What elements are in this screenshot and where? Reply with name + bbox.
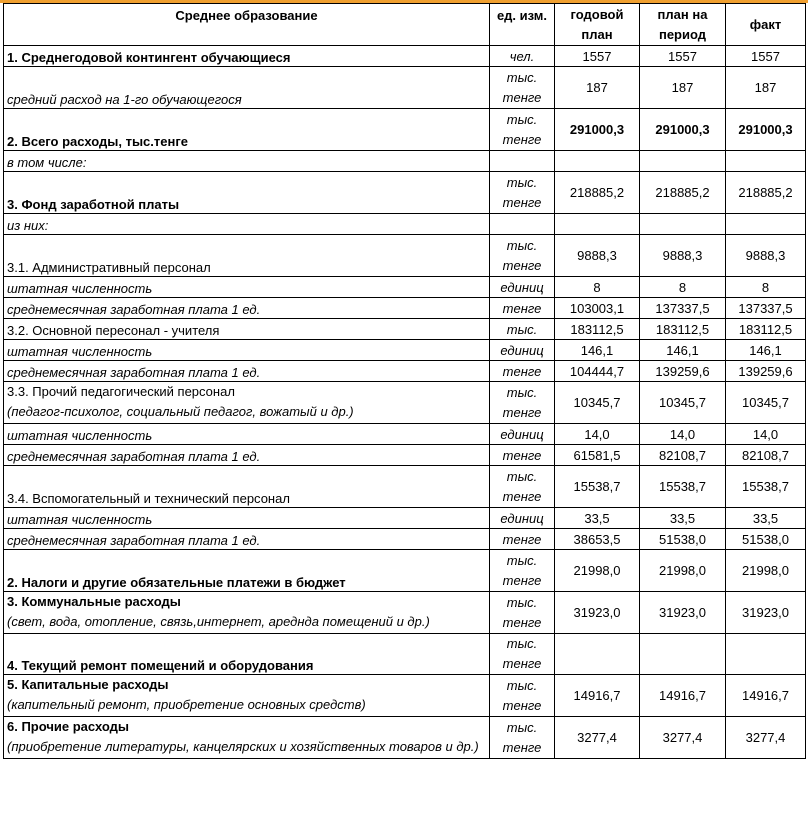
row-label: [4, 151, 490, 172]
value-fact: 10345,7: [726, 382, 806, 424]
value-period-plan: 21998,0: [640, 550, 726, 592]
table-row: [4, 445, 806, 466]
row-label-text: 4. Текущий ремонт помещений и оборудования: [7, 658, 314, 673]
row-label-text: 3. Фонд заработной платы: [7, 197, 180, 212]
row-label-text: 3.2. Основной пересонал - учителя: [7, 323, 220, 338]
row-unit: [490, 151, 555, 172]
row-label-text: штатная численность: [7, 344, 153, 359]
value-period-plan: 139259,6: [640, 361, 726, 382]
row-label-text: среднемесячная заработная плата 1 ед.: [7, 365, 261, 380]
row-unit: [490, 675, 555, 717]
row-label-text: штатная численность: [7, 281, 153, 296]
table-row: [4, 172, 806, 214]
unit-line-2: тенге: [502, 739, 542, 755]
row-label-note: (свет, вода, отопление, связь,интернет, аредндa помещений и др.): [7, 614, 430, 629]
row-label: [4, 424, 490, 445]
row-label: [4, 235, 490, 277]
value-annual-plan: 3277,4: [555, 717, 640, 759]
row-label: [4, 550, 490, 592]
value-annual-plan: 183112,5: [555, 319, 640, 340]
table-row: [4, 277, 806, 298]
row-unit: [490, 550, 555, 592]
row-unit: [490, 717, 555, 759]
row-label: [4, 508, 490, 529]
value-annual-plan: 31923,0: [555, 592, 640, 634]
value-fact: [726, 214, 806, 235]
value-fact: 3277,4: [726, 717, 806, 759]
row-label: [4, 277, 490, 298]
value-annual-plan: 14,0: [555, 424, 640, 445]
value-fact: 14916,7: [726, 675, 806, 717]
value-fact: 187: [726, 67, 806, 109]
budget-table: [3, 3, 806, 759]
row-label-text: в том числе:: [7, 155, 87, 170]
row-label-text: из них:: [7, 218, 49, 233]
table-row: [4, 717, 806, 759]
row-label-main: 6. Прочие расходы: [7, 719, 129, 734]
row-label: [4, 298, 490, 319]
row-label-text: 3.4. Вспомогательный и технический персонал: [7, 491, 290, 506]
row-label: [4, 675, 490, 717]
value-fact: 33,5: [726, 508, 806, 529]
row-label: [4, 592, 490, 634]
value-fact: 8: [726, 277, 806, 298]
value-period-plan: [640, 634, 726, 675]
value-annual-plan: 14916,7: [555, 675, 640, 717]
table-row: [4, 340, 806, 361]
value-annual-plan: 104444,7: [555, 361, 640, 382]
table-row: [4, 235, 806, 277]
header-annual-plan: [555, 4, 640, 46]
header-unit: ед. изм.: [490, 4, 555, 46]
unit-line-1: тыс.: [506, 594, 538, 610]
row-label: [4, 382, 490, 424]
row-unit: [490, 466, 555, 508]
value-fact: 139259,6: [726, 361, 806, 382]
row-unit: тенге: [490, 298, 555, 319]
row-label-text: средний расход на 1-го обучающегося: [7, 92, 242, 107]
row-label: [4, 466, 490, 508]
row-unit: тенге: [490, 529, 555, 550]
value-period-plan: 3277,4: [640, 717, 726, 759]
unit-line-1: тыс.: [506, 384, 538, 400]
table-row: [4, 298, 806, 319]
value-period-plan: 14,0: [640, 424, 726, 445]
row-label-text: 3.1. Административный персонал: [7, 260, 211, 275]
value-period-plan: 187: [640, 67, 726, 109]
value-period-plan: 218885,2: [640, 172, 726, 214]
value-period-plan: 14916,7: [640, 675, 726, 717]
unit-line-2: тенге: [502, 656, 542, 671]
value-period-plan: 33,5: [640, 508, 726, 529]
value-fact: 218885,2: [726, 172, 806, 214]
value-fact: 21998,0: [726, 550, 806, 592]
value-period-plan: 9888,3: [640, 235, 726, 277]
row-label-note: (капительный ремонт, приобретение основных средств): [7, 697, 366, 712]
row-unit: тенге: [490, 445, 555, 466]
row-label: [4, 172, 490, 214]
unit-line-2: тенге: [502, 257, 542, 273]
header-education: Среднее образование: [4, 4, 490, 46]
unit-line-2: тенге: [502, 194, 542, 210]
unit-line-1: тыс.: [506, 636, 538, 651]
row-label-text: штатная численность: [7, 428, 153, 443]
table-row: [4, 67, 806, 109]
value-fact: 1557: [726, 46, 806, 67]
value-period-plan: 291000,3: [640, 109, 726, 151]
value-period-plan: 8: [640, 277, 726, 298]
value-fact: 82108,7: [726, 445, 806, 466]
value-annual-plan: 9888,3: [555, 235, 640, 277]
value-fact: 51538,0: [726, 529, 806, 550]
value-annual-plan: 38653,5: [555, 529, 640, 550]
row-unit: тенге: [490, 361, 555, 382]
table-row: [4, 46, 806, 67]
unit-line-1: тыс.: [506, 468, 538, 484]
value-annual-plan: 146,1: [555, 340, 640, 361]
value-period-plan: 31923,0: [640, 592, 726, 634]
value-period-plan: 10345,7: [640, 382, 726, 424]
unit-line-1: тыс.: [506, 111, 538, 127]
table-row: [4, 466, 806, 508]
unit-line-2: тенге: [502, 488, 542, 504]
unit-line-1: тыс.: [506, 677, 538, 693]
row-label: [4, 214, 490, 235]
value-fact: 14,0: [726, 424, 806, 445]
value-fact: 15538,7: [726, 466, 806, 508]
row-unit: единиц: [490, 424, 555, 445]
value-annual-plan: 218885,2: [555, 172, 640, 214]
row-label: [4, 109, 490, 151]
value-annual-plan: 291000,3: [555, 109, 640, 151]
row-unit: [490, 592, 555, 634]
row-label-main: 3. Коммунальные расходы: [7, 594, 181, 609]
value-period-plan: [640, 214, 726, 235]
table-row: [4, 675, 806, 717]
value-annual-plan: [555, 634, 640, 675]
table-row: [4, 592, 806, 634]
table-row: [4, 634, 806, 675]
row-unit: [490, 67, 555, 109]
row-unit: единиц: [490, 277, 555, 298]
row-unit: чел.: [490, 46, 555, 67]
value-annual-plan: 21998,0: [555, 550, 640, 592]
row-unit: [490, 214, 555, 235]
unit-line-2: тенге: [502, 614, 542, 630]
header-period-plan-l2: период: [658, 26, 707, 42]
table-row: [4, 319, 806, 340]
row-unit: единиц: [490, 508, 555, 529]
row-label-text: штатная численность: [7, 512, 153, 527]
row-label: [4, 340, 490, 361]
row-unit: [490, 172, 555, 214]
table-row: [4, 424, 806, 445]
row-label-note: (приобретение литературы, канцелярских и хозяйственных товаров и др.): [7, 739, 479, 754]
table-row: [4, 361, 806, 382]
value-period-plan: 15538,7: [640, 466, 726, 508]
row-label-main: 5. Капитальные расходы: [7, 677, 169, 692]
header-period-plan: [640, 4, 726, 46]
row-unit: единиц: [490, 340, 555, 361]
value-period-plan: 82108,7: [640, 445, 726, 466]
row-label: [4, 46, 490, 67]
unit-line-1: тыс.: [506, 69, 538, 85]
unit-line-1: тыс.: [506, 719, 538, 735]
header-annual-plan-l1: годовой: [570, 6, 624, 22]
value-fact: 146,1: [726, 340, 806, 361]
value-period-plan: 146,1: [640, 340, 726, 361]
row-unit: [490, 382, 555, 424]
row-label-text: среднемесячная заработная плата 1 ед.: [7, 302, 261, 317]
value-period-plan: 137337,5: [640, 298, 726, 319]
value-fact: 137337,5: [726, 298, 806, 319]
table-row: [4, 109, 806, 151]
row-unit: [490, 109, 555, 151]
unit-line-1: тыс.: [506, 237, 538, 253]
unit-line-2: тенге: [502, 572, 542, 588]
row-label: [4, 319, 490, 340]
row-label: [4, 361, 490, 382]
value-fact: [726, 634, 806, 675]
value-annual-plan: 103003,1: [555, 298, 640, 319]
value-annual-plan: 15538,7: [555, 466, 640, 508]
value-fact: 183112,5: [726, 319, 806, 340]
value-annual-plan: 33,5: [555, 508, 640, 529]
value-annual-plan: 61581,5: [555, 445, 640, 466]
value-annual-plan: [555, 214, 640, 235]
row-unit: тыс.: [490, 319, 555, 340]
header-fact: факт: [726, 4, 806, 46]
row-label-main: 3.3. Прочий педагогический персонал: [7, 384, 235, 399]
row-label: [4, 445, 490, 466]
row-unit: [490, 235, 555, 277]
value-annual-plan: 10345,7: [555, 382, 640, 424]
header-period-plan-l1: план на: [657, 6, 708, 22]
row-label-note: (педагог-психолог, социальный педагог, вожатый и др.): [7, 404, 354, 419]
value-fact: 9888,3: [726, 235, 806, 277]
value-period-plan: 183112,5: [640, 319, 726, 340]
row-label-text: 1. Среднегодовой контингент обучающиеся: [7, 50, 291, 65]
row-label-text: среднемесячная заработная плата 1 ед.: [7, 449, 261, 464]
unit-line-2: тенге: [502, 89, 542, 105]
value-annual-plan: 1557: [555, 46, 640, 67]
table-row: [4, 214, 806, 235]
value-fact: 291000,3: [726, 109, 806, 151]
value-annual-plan: 8: [555, 277, 640, 298]
value-fact: 31923,0: [726, 592, 806, 634]
row-label: [4, 529, 490, 550]
table-row: [4, 508, 806, 529]
value-period-plan: [640, 151, 726, 172]
table-row: [4, 550, 806, 592]
row-label-text: 2. Всего расходы, тыс.тенге: [7, 134, 188, 149]
header-row: [4, 4, 806, 46]
value-annual-plan: [555, 151, 640, 172]
row-unit: [490, 634, 555, 675]
value-annual-plan: 187: [555, 67, 640, 109]
unit-line-2: тенге: [502, 404, 542, 420]
row-label-text: 2. Налоги и другие обязательные платежи в бюджет: [7, 575, 346, 590]
row-label: [4, 717, 490, 759]
unit-line-2: тенге: [502, 131, 542, 147]
value-period-plan: 1557: [640, 46, 726, 67]
header-annual-plan-l2: план: [581, 26, 613, 42]
row-label: [4, 634, 490, 675]
unit-line-2: тенге: [502, 697, 542, 713]
unit-line-1: тыс.: [506, 174, 538, 190]
value-period-plan: 51538,0: [640, 529, 726, 550]
row-label: [4, 67, 490, 109]
value-fact: [726, 151, 806, 172]
table-row: [4, 151, 806, 172]
row-label-text: среднемесячная заработная плата 1 ед.: [7, 533, 261, 548]
table-row: [4, 529, 806, 550]
table-row: [4, 382, 806, 424]
unit-line-1: тыс.: [506, 552, 538, 568]
